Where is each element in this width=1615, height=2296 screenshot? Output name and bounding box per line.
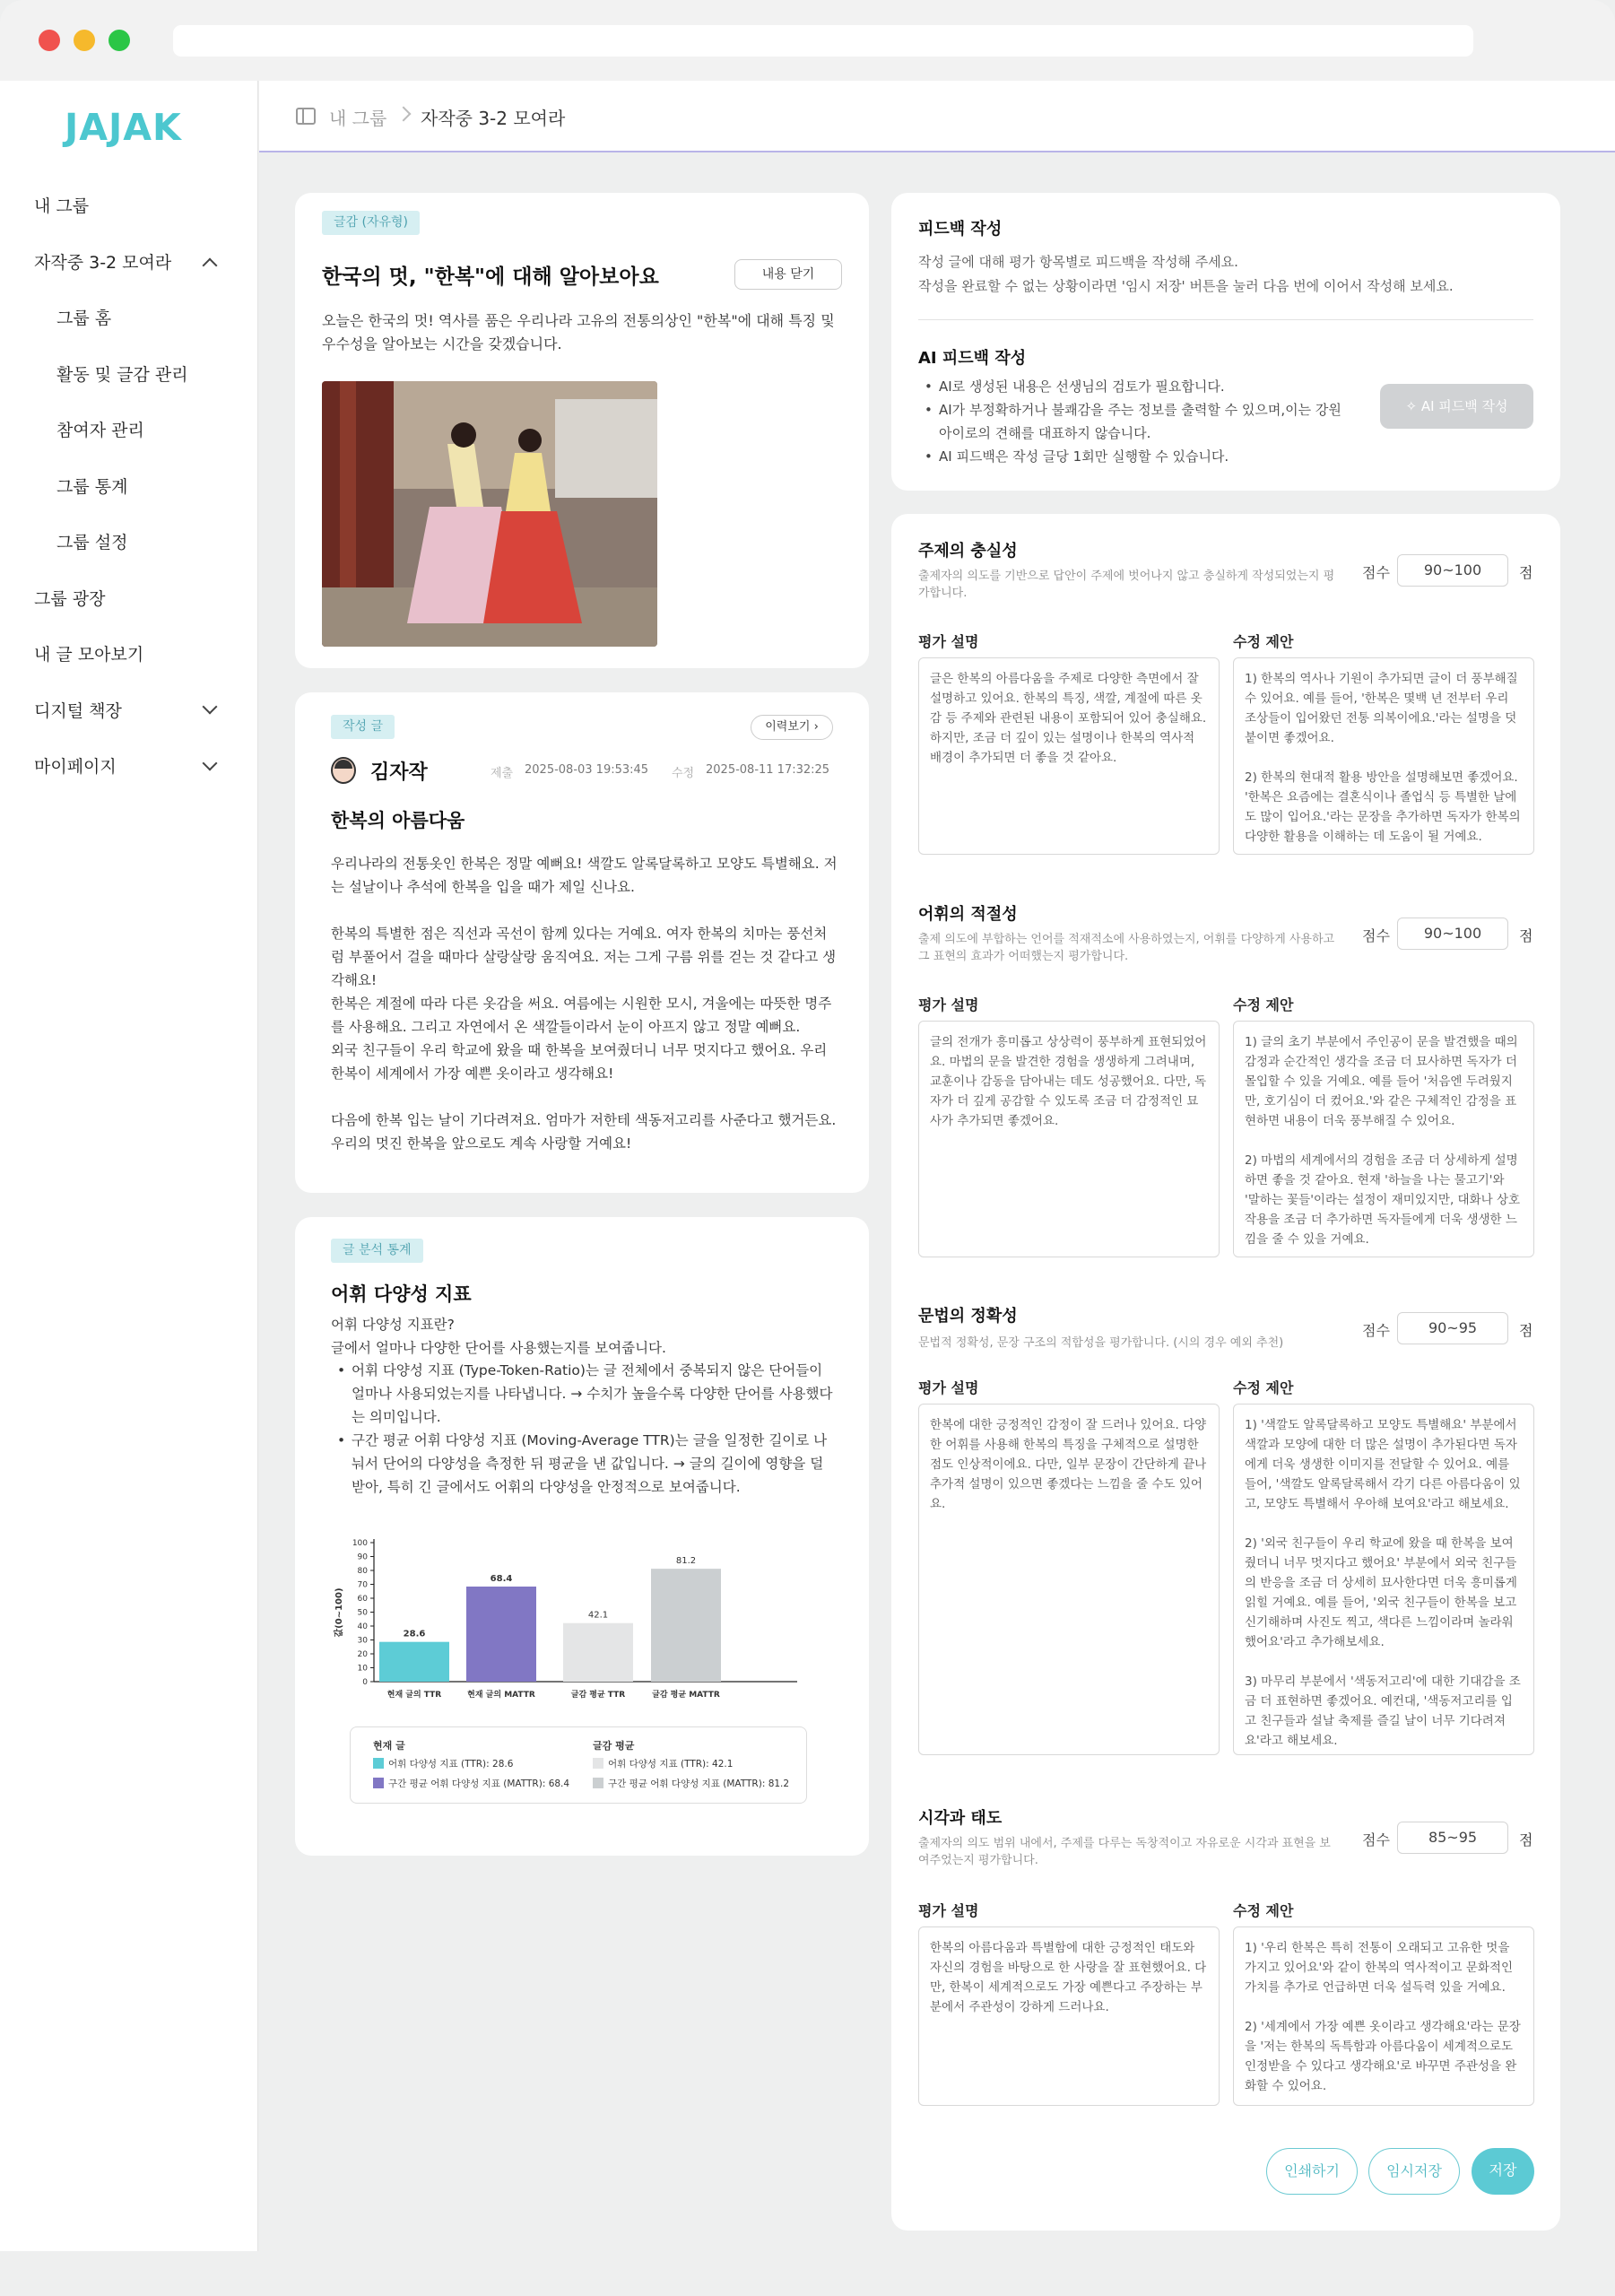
y-tick-label: 100 xyxy=(352,1539,368,1548)
print-button[interactable]: 인쇄하기 xyxy=(1266,2148,1358,2195)
legend-item: 구간 평균 어휘 다양성 지표 (MATTR): 81.2 xyxy=(608,1779,790,1789)
legend-item: 어휘 다양성 지표 (TTR): 42.1 xyxy=(608,1759,734,1770)
legend-right-title: 글감 평균 xyxy=(593,1740,635,1752)
suggest-textarea[interactable]: 1) '색깔도 알록달록하고 모양도 특별해요' 부분에서 색깔과 모양에 대한 더 많은 설명이 추가된다면 독자에게 더욱 생생한 이미지를 전달할 수 있어요. 예를 들어, '색깔도 알록달록해서 각기 다른 아름다움이 있고, 모양도 특별해서 우아해 보여요'라고 해보세요. 2) '외국 친구들이 우리 학교에 왔을 때 한복을 보여줬더니 너무 멋지다고 했어요' 부분에서 외국 친구들의 반응을 조금 더 상세히 묘사한다면 더욱 흥미롭게 읽힐 거예요. 예를 들어, '외국 친구들이 한복을 보고 신기해하며 사진도 찍고, 색다른 느낌이라며 놀라워했어요'라고 추가해보세요. 3) 마무리 부분에서 '색동저고리'에 대한 기대감을 조금 더 표현하면 좋겠어요. 예컨대, '색동저고리를 입고 친구들과 설날 축제를 즐길 날이 너무 기다려져요'라고 해보세요. xyxy=(1233,1404,1534,1755)
sidebar-item-my-groups[interactable]: 내 그룹 xyxy=(34,196,90,216)
avatar xyxy=(331,757,356,784)
score-unit: 점 xyxy=(1519,564,1533,581)
ai-button-label: AI 피드백 작성 xyxy=(1420,398,1508,414)
bar xyxy=(651,1569,721,1682)
minimize-window-dot[interactable] xyxy=(74,30,95,51)
y-tick-label: 10 xyxy=(357,1664,368,1674)
legend-left-title: 현재 글 xyxy=(373,1740,405,1752)
y-tick-label: 80 xyxy=(357,1567,368,1576)
suggest-textarea[interactable]: 1) '우리 한복은 특히 전통이 오래되고 고유한 멋을 가지고 있어요'와 같이 한복의 역사적이고 문화적인 가치를 추가로 언급하면 더욱 설득력 있을 거예요. 2) '세계에서 가장 예쁜 옷이라고 생각해요'라는 문장을 '저는 한복의 독특함과 아름다움이 세계적으로도 인정받을 수 있다고 생각해요'로 바꾸면 주관성을 완화할 수 있어요. xyxy=(1233,1926,1534,2106)
maximize-window-dot[interactable] xyxy=(109,30,130,51)
x-tick-label: 글감 평균 MATTR xyxy=(652,1691,720,1700)
stats-card xyxy=(295,1217,869,1856)
suggest-label: 수정 제안 xyxy=(1233,996,1294,1013)
eval-label: 평가 설명 xyxy=(918,1902,979,1919)
criterion-desc: 출제자의 의도 범위 내에서, 주제를 다루는 독창적이고 자유로운 시각과 표현을 보여주었는지 평가합니다. xyxy=(918,1837,1331,1867)
jajak-logo[interactable]: JAJAK xyxy=(65,106,182,149)
save-button[interactable]: 저장 xyxy=(1472,2148,1534,2195)
score-label: 점수 xyxy=(1362,564,1390,581)
legend-item: 구간 평균 어휘 다양성 지표 (MATTR): 68.4 xyxy=(388,1779,570,1789)
criteria-card xyxy=(891,514,1560,2231)
submitted-label: 제출 xyxy=(491,767,514,780)
eval-label: 평가 설명 xyxy=(918,996,979,1013)
ai-bullet: • AI 피드백은 작성 글당 1회만 실행할 수 있습니다. xyxy=(923,445,1344,468)
author-name: 김자작 xyxy=(370,761,428,784)
score-input[interactable]: 85~95 xyxy=(1397,1822,1508,1854)
eval-textarea[interactable]: 글의 전개가 흥미롭고 상상력이 풍부하게 표현되었어요. 마법의 문을 발견한 경험을 생생하게 그려내며, 교훈이나 감동을 담아내는 데도 성공했어요. 다만, 독자가 더 깊게 공감할 수 있도록 조금 더 감정적인 묘사가 추가되면 좋겠어요. xyxy=(918,1021,1220,1257)
stats-bullets xyxy=(335,1359,833,1499)
chevron-right-icon: › xyxy=(813,720,819,734)
y-tick-label: 20 xyxy=(357,1650,368,1659)
stats-bullet: • 어휘 다양성 지표 (Type-Token-Ratio)는 글 전체에서 중복되지 않은 단어들이 얼마나 사용되었는지를 나타냅니다. → 수치가 높을수록 다양한 단어를 사용했다는 의미입니다. xyxy=(335,1359,833,1429)
edited-label: 수정 xyxy=(672,767,695,780)
ai-bullet: • AI로 생성된 내용은 선생님의 검토가 필요합니다. xyxy=(923,375,1344,398)
chart-legend xyxy=(350,1726,807,1804)
bar xyxy=(563,1623,633,1682)
history-label: 이력보기 xyxy=(765,720,811,734)
criterion-title: 시각과 태도 xyxy=(918,1809,1003,1828)
eval-textarea[interactable]: 한복의 아름다움과 특별함에 대한 긍정적인 태도와 자신의 경험을 바탕으로 한 사랑을 잘 표현했어요. 다만, 한복이 세계적으로도 가장 예쁜다고 주장하는 부분에서 주관성이 강하게 드러나요. xyxy=(918,1926,1220,2106)
address-bar[interactable] xyxy=(173,25,1473,57)
y-tick-label: 70 xyxy=(357,1580,368,1590)
criterion-desc: 출제자의 의도를 기반으로 답안이 주제에 벗어나지 않고 충실하게 작성되었는지 평가합니다. xyxy=(918,570,1335,600)
criterion-title: 문법의 정확성 xyxy=(918,1307,1018,1326)
x-tick-label: 글감 평균 TTR xyxy=(570,1691,626,1700)
legend-swatch xyxy=(373,1758,384,1769)
eval-textarea[interactable]: 글은 한복의 아름다움을 주제로 다양한 측면에서 잘 설명하고 있어요. 한복의 특징, 색깔, 계절에 따른 옷감 등 주제와 관련된 내용이 포함되어 있어 충실해요. 하지만, 조금 더 깊이 있는 설명이나 한복의 역사적 배경이 추가되면 더 좋을 것 같아요. xyxy=(918,657,1220,855)
suggest-label: 수정 제안 xyxy=(1233,1379,1294,1396)
bar-value-label: 81.2 xyxy=(675,1556,697,1567)
score-input[interactable]: 90~95 xyxy=(1397,1312,1508,1344)
suggest-label: 수정 제안 xyxy=(1233,633,1294,650)
sidebar-item-digital-bookshelf[interactable]: 디지털 책장 xyxy=(34,701,122,721)
sidebar-item-mypage[interactable]: 마이페이지 xyxy=(34,757,117,777)
sidebar-toggle-icon[interactable] xyxy=(296,108,316,125)
feedback-desc-2: 작성을 완료할 수 없는 상황이라면 '임시 저장' 버튼을 눌러 다음 번에 이어서 작성해 보세요. xyxy=(918,278,1454,294)
score-unit: 점 xyxy=(1519,1831,1533,1848)
writing-body: 우리나라의 전통옷인 한복은 정말 예뻐요! 색깔도 알록달록하고 모양도 특별해요. 저는 설날이나 추석에 한복을 입을 때가 제일 신나요. 한복의 특별한 점은 직선과 곡선이 함께 있다는 거예요. 여자 한복의 치마는 풍선처럼 부풀어서 걸을 때마다 살랑살랑 움직여요. 저는 그게 구름 위를 걷는 것 같다고 생각해요! 한복은 계절에 따라 다른 옷감을 써요. 여름에는 시원한 모시, 겨울에는 따뜻한 명주를 사용해요. 그리고 자연에서 온 색깔들이라서 눈이 아프지 않고 정말 예뻐요. 외국 친구들이 우리 학교에 왔을 때 한복을 보여줬더니 너무 멋지다고 했어요. 우리 한복이 세계에서 가장 예쁜 옷이라고 생각해요! 다음에 한복 입는 날이 기다려져요. 엄마가 저한테 색동저고리를 사준다고 했거든요. 우리의 멋진 한복을 앞으로도 계속 사랑할 거예요! xyxy=(331,856,838,1152)
sidebar-item-current-group[interactable]: 자작중 3-2 모여라 xyxy=(34,253,172,273)
score-unit: 점 xyxy=(1519,927,1533,944)
stats-intro-2: 글에서 얼마나 다양한 단어를 사용했는지를 보여줍니다. xyxy=(331,1340,666,1356)
y-tick-label: 50 xyxy=(357,1608,368,1618)
close-window-dot[interactable] xyxy=(39,30,60,51)
bar xyxy=(379,1642,449,1682)
chevron-right-icon xyxy=(396,107,412,122)
chevron-down-icon[interactable] xyxy=(203,756,218,771)
ai-feedback-bullets xyxy=(923,375,1344,468)
ai-bullet: • AI가 부정확하거나 불쾌감을 주는 정보를 출력할 수 있으며,이는 강원 아이로의 견해를 대표하지 않습니다. xyxy=(923,398,1344,445)
legend-item: 어휘 다양성 지표 (TTR): 28.6 xyxy=(388,1759,514,1770)
edited-date: 2025-08-11 17:32:25 xyxy=(706,763,830,777)
y-axis-label: 값(0~100) xyxy=(334,1587,344,1638)
browser-chrome xyxy=(0,0,1615,81)
bar-value-label: 68.4 xyxy=(490,1573,513,1584)
score-label: 점수 xyxy=(1362,927,1390,944)
close-content-button[interactable]: 내용 닫기 xyxy=(734,259,842,290)
legend-swatch xyxy=(593,1758,603,1769)
score-label: 점수 xyxy=(1362,1831,1390,1848)
sidebar-item-my-writings[interactable]: 내 글 모아보기 xyxy=(34,645,144,665)
x-tick-label: 현재 글의 TTR xyxy=(386,1691,442,1700)
suggest-textarea[interactable]: 1) 한복의 역사나 기원이 추가되면 글이 더 풍부해질 수 있어요. 예를 들어, '한복은 몇백 년 전부터 우리 조상들이 입어왔던 전통 의복이에요.'라는 설명을 덧붙이면 좋겠어요. 2) 한복의 현대적 활용 방안을 설명해보면 좋겠어요. '한복은 요즘에는 결혼식이나 졸업식 등 특별한 날에도 많이 입어요.'라는 문장을 추가하면 독자가 한복의 다양한 활용을 이해하는 데 도움이 될 거예요. xyxy=(1233,657,1534,855)
stats-bullet: • 구간 평균 어휘 다양성 지표 (Moving-Average TTR)는 글을 일정한 길이로 나눠서 단어의 다양성을 측정한 뒤 평균을 낸 값입니다. → 글의 길이에 영향을 덜 받아, 특히 긴 글에서도 어휘의 다양성을 안정적으로 보여줍니다. xyxy=(335,1429,833,1499)
bar xyxy=(466,1587,536,1682)
suggest-textarea[interactable]: 1) 글의 초기 부분에서 주인공이 문을 발견했을 때의 감정과 순간적인 생각을 조금 더 묘사하면 독자가 더 몰입할 수 있을 거예요. 예를 들어 '처음엔 두려웠지만, 호기심이 더 컸어요.'와 같은 구체적인 감정을 표현하면 내용이 더욱 풍부해질 수 있어요. 2) 마법의 세계에서의 경험을 조금 더 상세하게 설명하면 좋을 것 같아요. 현재 '하늘을 나는 물고기'와 '말하는 꽃들'이라는 설정이 재미있지만, 대화나 상호작용을 조금 더 추가하면 독자들에게 더욱 생생한 느낌을 줄 수 있을 거예요. xyxy=(1233,1021,1534,1257)
sidebar-item-group-stats[interactable]: 그룹 통계 xyxy=(56,477,128,497)
vocab-bar-chart xyxy=(331,1525,815,1704)
feedback-desc-1: 작성 글에 대해 평가 항목별로 피드백을 작성해 주세요. xyxy=(918,254,1238,270)
history-button[interactable] xyxy=(751,715,833,740)
sidebar-item-activities[interactable]: 활동 및 글감 관리 xyxy=(56,365,188,385)
draft-save-button[interactable]: 임시저장 xyxy=(1368,2148,1460,2195)
criterion-desc: 문법적 정확성, 문장 구조의 적합성을 평가합니다. (시의 경우 예외 추천) xyxy=(918,1336,1284,1350)
y-tick-label: 0 xyxy=(362,1678,368,1687)
x-tick-label: 현재 글의 MATTR xyxy=(467,1691,535,1700)
y-tick-label: 30 xyxy=(357,1636,368,1646)
score-label: 점수 xyxy=(1362,1322,1390,1339)
y-tick-label: 90 xyxy=(357,1552,368,1562)
writing-card xyxy=(295,692,869,1193)
writing-title: 한복의 아름다움 xyxy=(331,810,465,831)
bar-value-label: 28.6 xyxy=(403,1629,426,1639)
legend-swatch xyxy=(593,1778,603,1788)
breadcrumb-group[interactable]: 내 그룹 xyxy=(329,108,387,129)
eval-label: 평가 설명 xyxy=(918,633,979,650)
sidebar xyxy=(0,81,258,2251)
score-input[interactable]: 90~100 xyxy=(1397,918,1508,950)
bar-value-label: 42.1 xyxy=(587,1610,609,1621)
stats-intro-1: 어휘 다양성 지표란? xyxy=(331,1317,455,1333)
score-unit: 점 xyxy=(1519,1322,1533,1339)
sidebar-item-participants[interactable]: 참여자 관리 xyxy=(56,421,144,440)
prompt-card xyxy=(295,193,869,668)
prompt-tag: 글감 (자유형) xyxy=(322,211,420,235)
sidebar-item-group-home[interactable]: 그룹 홈 xyxy=(56,309,112,328)
ai-feedback-title: AI 피드백 작성 xyxy=(918,349,1027,368)
criterion-title: 주제의 충실성 xyxy=(918,542,1018,561)
sidebar-item-group-plaza[interactable]: 그룹 광장 xyxy=(34,589,106,609)
eval-textarea[interactable]: 한복에 대한 긍정적인 감정이 잘 드러나 있어요. 다양한 어휘를 사용해 한복의 특징을 구체적으로 설명한 점도 인상적이에요. 다만, 일부 문장이 간단하게 끝나 추가적 설명이 있으면 좋겠다는 느낌을 줄 수도 있어요. xyxy=(918,1404,1220,1755)
writing-tag: 작성 글 xyxy=(331,715,395,739)
top-bar xyxy=(259,81,1615,152)
chevron-up-icon[interactable] xyxy=(203,258,218,274)
chevron-down-icon[interactable] xyxy=(203,700,218,715)
feedback-title: 피드백 작성 xyxy=(918,220,1003,239)
sidebar-item-group-settings[interactable]: 그룹 설정 xyxy=(56,533,128,552)
eval-label: 평가 설명 xyxy=(918,1379,979,1396)
criterion-title: 어휘의 적절성 xyxy=(918,905,1018,924)
breadcrumb-current: 자작중 3-2 모여라 xyxy=(421,108,566,129)
ai-feedback-button[interactable] xyxy=(1380,384,1533,429)
suggest-label: 수정 제안 xyxy=(1233,1902,1294,1919)
prompt-body: 오늘은 한국의 멋! 역사를 품은 우리나라 고유의 전통의상인 "한복"에 대해 특징 및 우수성을 알아보는 시간을 갖겠습니다. xyxy=(322,312,835,352)
stats-title: 어휘 다양성 지표 xyxy=(331,1283,472,1305)
sparkle-icon: ✧ xyxy=(1405,398,1418,414)
submitted-date: 2025-08-03 19:53:45 xyxy=(525,763,649,777)
prompt-title: 한국의 멋, "한복"에 대해 알아보아요 xyxy=(322,265,659,289)
y-tick-label: 40 xyxy=(357,1622,368,1631)
legend-swatch xyxy=(373,1778,384,1788)
score-input[interactable]: 90~100 xyxy=(1397,554,1508,587)
hanbok-photo xyxy=(322,381,657,647)
stats-tag: 글 분석 통계 xyxy=(331,1239,423,1263)
divider xyxy=(918,319,1533,320)
y-tick-label: 60 xyxy=(357,1595,368,1604)
feedback-intro-card xyxy=(891,193,1560,491)
criterion-desc: 출제 의도에 부합하는 언어를 적재적소에 사용하였는지, 어휘를 다양하게 사용하고 그 표현의 효과가 어떠했는지 평가합니다. xyxy=(918,933,1335,963)
